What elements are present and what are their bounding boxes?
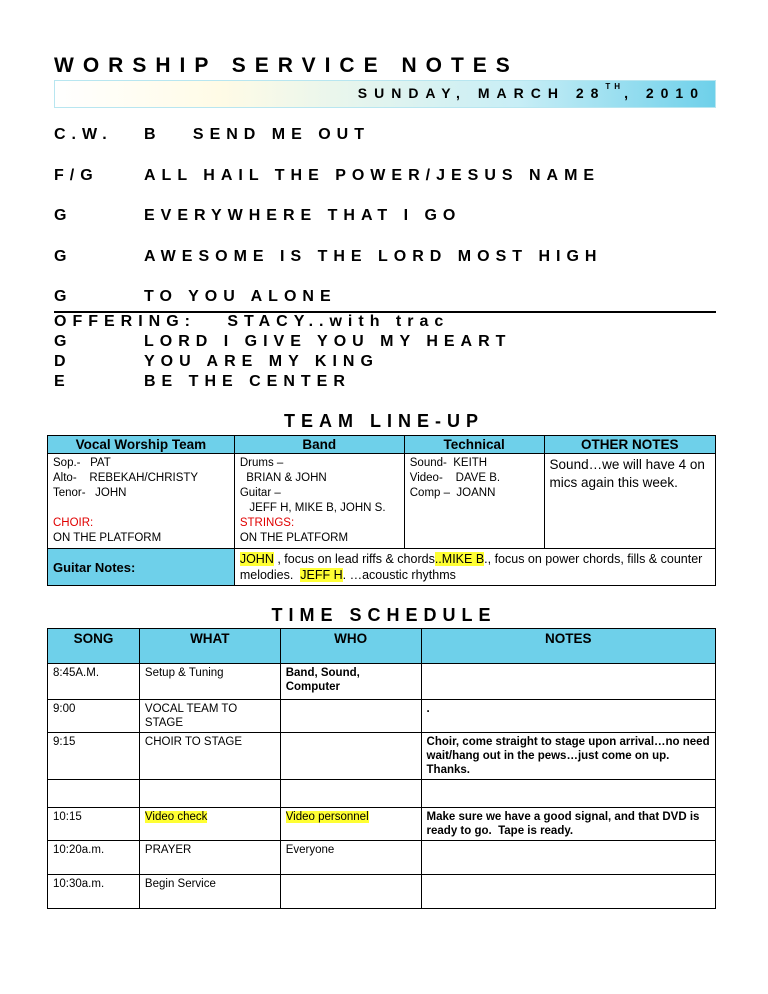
song-title: AWESOME IS THE LORD MOST HIGH	[144, 248, 603, 265]
technical-cell	[404, 454, 544, 549]
band-cell	[234, 454, 404, 549]
row-notes: Make sure we have a good signal, and that DVD is ready to go. Tape is ready.	[421, 808, 715, 841]
row-who: Everyone	[280, 841, 421, 875]
row-time: 8:45A.M.	[48, 664, 140, 700]
row-notes: .	[421, 700, 715, 733]
row-time: 10:15	[48, 808, 140, 841]
row-who	[280, 700, 421, 733]
page-title: WORSHIP SERVICE NOTES	[54, 54, 519, 77]
song-key: G	[54, 333, 73, 350]
song-key: D	[54, 353, 72, 370]
vocal-alto: Alto- REBEKAH/CHRISTY	[53, 472, 199, 484]
col-vocal: Vocal Worship Team	[48, 436, 235, 454]
row-what: PRAYER	[139, 841, 280, 875]
row-time	[48, 780, 140, 808]
date-suffix: TH	[605, 82, 625, 91]
song-key: G	[54, 288, 73, 305]
song-key: C.W.	[54, 126, 113, 143]
row-who	[280, 780, 421, 808]
song-title: EVERYWHERE THAT I GO	[144, 207, 462, 224]
row-who	[280, 808, 421, 841]
strings-label: STRINGS:	[239, 517, 295, 529]
team-lineup-table	[47, 435, 716, 586]
row-who	[280, 875, 421, 909]
date-year: , 2010	[624, 85, 705, 101]
guitar-john: JOHN	[239, 552, 274, 566]
tech-sound: Sound- KEITH	[409, 457, 488, 469]
row-notes	[421, 664, 715, 700]
table-row	[48, 733, 716, 780]
col-notes: NOTES	[421, 629, 715, 664]
row-who	[280, 733, 421, 780]
col-who: WHO	[280, 629, 421, 664]
guitar-note-3: . …acoustic rhythms	[342, 568, 456, 582]
guitar-notes-label: Guitar Notes:	[48, 549, 235, 586]
song-title: TO YOU ALONE	[144, 288, 337, 305]
other-notes-cell	[544, 454, 715, 549]
song-key: E	[54, 373, 71, 390]
offering-line: OFFERING: STACY..with trac	[54, 313, 450, 330]
table-row	[48, 780, 716, 808]
row-what: CHOIR TO STAGE	[139, 733, 280, 780]
table-row	[48, 808, 716, 841]
video-personnel-text: Video personnel	[285, 811, 369, 823]
table-row	[48, 664, 716, 700]
row-time: 9:00	[48, 700, 140, 733]
song-key: G	[54, 248, 73, 265]
team-lineup-heading: TEAM LINE-UP	[284, 411, 484, 431]
song-line	[54, 353, 379, 371]
band-guitarists: JEFF H, MIKE B, JOHN S.	[239, 502, 386, 514]
time-schedule-table	[47, 628, 716, 909]
row-who: Band, Sound, Computer	[280, 664, 421, 700]
row-notes	[421, 875, 715, 909]
date-bar	[54, 80, 716, 108]
song-title: LORD I GIVE YOU MY HEART	[144, 333, 512, 350]
song-line	[54, 167, 600, 185]
strings-value: ON THE PLATFORM	[239, 532, 349, 544]
time-schedule-heading: TIME SCHEDULE	[271, 605, 497, 625]
row-time: 10:20a.m.	[48, 841, 140, 875]
row-what: Setup & Tuning	[139, 664, 280, 700]
col-technical: Technical	[404, 436, 544, 454]
choir-value: ON THE PLATFORM	[53, 532, 162, 544]
table-row	[48, 875, 716, 909]
row-notes: Choir, come straight to stage upon arrival…no need wait/hang out in the pews…just come on up. Thanks.	[421, 733, 715, 780]
row-what	[139, 780, 280, 808]
vocal-soprano: Sop.- PAT	[53, 457, 111, 469]
row-what: VOCAL TEAM TO STAGE	[139, 700, 280, 733]
choir-label: CHOIR:	[53, 517, 94, 529]
row-time: 10:30a.m.	[48, 875, 140, 909]
song-title: B SEND ME OUT	[144, 126, 371, 143]
band-guitar: Guitar –	[239, 487, 281, 499]
song-line	[54, 207, 461, 225]
col-other-notes: OTHER NOTES	[544, 436, 715, 454]
song-title: ALL HAIL THE POWER/JESUS NAME	[144, 167, 601, 184]
band-drums: Drums –	[239, 457, 284, 469]
vocal-cell	[48, 454, 235, 549]
song-line	[54, 373, 351, 391]
tech-comp: Comp – JOANN	[409, 487, 496, 499]
guitar-jeff: JEFF H	[300, 568, 343, 582]
song-line	[54, 333, 511, 351]
guitar-note-1: , focus on lead riffs & chords	[273, 552, 435, 566]
service-date	[357, 82, 705, 101]
video-check-text: Video check	[144, 811, 208, 823]
band-drummers: BRIAN & JOHN	[239, 472, 327, 484]
row-time: 9:15	[48, 733, 140, 780]
col-what: WHAT	[139, 629, 280, 664]
guitar-mike: MIKE B	[441, 552, 485, 566]
vocal-tenor: Tenor- JOHN	[53, 487, 127, 499]
guitar-sep: ..	[434, 552, 442, 566]
table-row	[48, 841, 716, 875]
song-key: G	[54, 207, 73, 224]
row-what: Begin Service	[139, 875, 280, 909]
col-song: SONG	[48, 629, 140, 664]
col-band: Band	[234, 436, 404, 454]
table-row	[48, 700, 716, 733]
other-notes-text: Sound…we will have 4 on mics again this week.	[549, 457, 705, 490]
row-what	[139, 808, 280, 841]
date-main: SUNDAY, MARCH 28	[357, 85, 606, 101]
guitar-notes-cell	[234, 549, 715, 586]
row-notes	[421, 780, 715, 808]
row-notes	[421, 841, 715, 875]
song-title: BE THE CENTER	[144, 373, 351, 390]
song-line	[54, 288, 337, 306]
song-key: F/G	[54, 167, 99, 184]
tech-video: Video- DAVE B.	[409, 472, 501, 484]
song-line	[54, 248, 602, 266]
song-line	[54, 126, 370, 144]
guitar-note-2: ., focus on power chords, fills & counter melodies.	[239, 552, 706, 582]
song-title: YOU ARE MY KING	[144, 353, 379, 370]
